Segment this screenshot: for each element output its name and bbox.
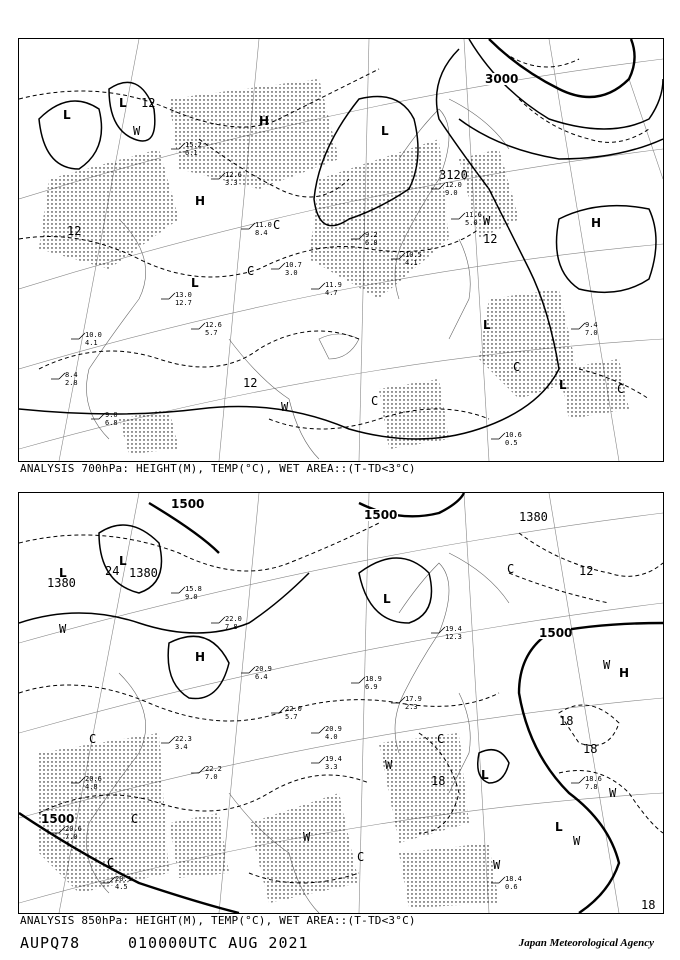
cold-symbol: C	[513, 360, 521, 374]
svg-text:22.3: 22.3	[175, 735, 192, 743]
svg-text:0.6: 0.6	[505, 883, 518, 891]
warm-symbol: W	[385, 758, 393, 772]
svg-text:4.7: 4.7	[325, 289, 338, 297]
cold-symbol: C	[507, 562, 515, 576]
height-label: 1380	[519, 510, 548, 524]
caption-700hpa: ANALYSIS 700hPa: HEIGHT(M), TEMP(°C), WET AREA::(T-TD<3°C)	[20, 462, 416, 475]
high-center: H	[259, 114, 270, 128]
svg-text:12.7: 12.7	[175, 299, 192, 307]
svg-text:3.3: 3.3	[225, 179, 238, 187]
warm-symbol: W	[609, 786, 617, 800]
svg-text:5.7: 5.7	[205, 329, 218, 337]
warm-symbol: W	[303, 830, 311, 844]
low-center: L	[483, 318, 491, 332]
svg-text:12.6: 12.6	[205, 321, 222, 329]
high-center: H	[619, 666, 630, 680]
svg-text:7.0: 7.0	[585, 329, 598, 337]
cold-symbol: C	[131, 812, 139, 826]
svg-text:5.7: 5.7	[285, 713, 298, 721]
svg-text:15.8: 15.8	[185, 585, 202, 593]
height-label: 18	[583, 742, 598, 756]
height-label: 3000	[485, 72, 519, 86]
warm-symbol: W	[603, 658, 611, 672]
svg-text:13.0: 13.0	[175, 291, 192, 299]
low-center: L	[59, 566, 67, 580]
svg-text:4.1: 4.1	[405, 259, 418, 267]
svg-text:11.6: 11.6	[465, 211, 482, 219]
svg-text:7.0: 7.0	[205, 773, 218, 781]
svg-text:7.8: 7.8	[585, 783, 598, 791]
svg-text:12.6: 12.6	[225, 171, 242, 179]
svg-text:20.6: 20.6	[85, 775, 102, 783]
low-center: L	[555, 820, 563, 834]
cold-symbol: C	[617, 382, 625, 396]
svg-text:3.3: 3.3	[325, 763, 338, 771]
svg-text:9.2: 9.2	[365, 231, 378, 239]
svg-text:18.4: 18.4	[505, 875, 522, 883]
caption-850hpa: ANALYSIS 850hPa: HEIGHT(M), TEMP(°C), WET AREA::(T-TD<3°C)	[20, 914, 416, 927]
svg-text:22.2: 22.2	[205, 765, 222, 773]
height-label: 1500	[171, 497, 205, 511]
low-center: L	[63, 108, 71, 122]
warm-symbol: W	[573, 834, 581, 848]
agency-name: Japan Meteorological Agency	[518, 937, 654, 949]
svg-text:9.0: 9.0	[185, 593, 198, 601]
high-center: H	[195, 650, 206, 664]
height-label: 24	[105, 564, 120, 578]
svg-text:4.1: 4.1	[85, 339, 98, 347]
chart-id: AUPQ78	[20, 934, 81, 952]
cold-symbol: C	[437, 732, 445, 746]
svg-text:6.8: 6.8	[365, 239, 378, 247]
low-center: L	[119, 554, 127, 568]
valid-time: 010000UTC AUG 2021	[128, 934, 309, 952]
svg-text:18.6: 18.6	[585, 775, 602, 783]
svg-text:15.2: 15.2	[185, 141, 202, 149]
svg-text:0.5: 0.5	[505, 439, 518, 447]
svg-text:18.9: 18.9	[365, 675, 382, 683]
svg-text:2.3: 2.3	[405, 703, 418, 711]
svg-text:4.5: 4.5	[115, 883, 128, 891]
warm-symbol: W	[59, 622, 67, 636]
svg-text:10.5: 10.5	[405, 251, 422, 259]
warm-symbol: W	[281, 400, 289, 414]
svg-text:9.0: 9.0	[105, 411, 118, 419]
svg-text:20.1: 20.1	[115, 875, 132, 883]
svg-text:10.6: 10.6	[505, 431, 522, 439]
svg-text:4.0: 4.0	[325, 733, 338, 741]
cold-symbol: C	[107, 856, 115, 870]
warm-symbol: W	[493, 858, 501, 872]
height-label: 1500	[364, 508, 398, 522]
map-850hpa	[19, 493, 663, 913]
svg-text:22.0: 22.0	[285, 705, 302, 713]
map-700hpa	[19, 39, 663, 461]
height-label: 12	[579, 564, 594, 578]
svg-text:22.0: 22.0	[225, 615, 242, 623]
warm-symbol: W	[483, 214, 491, 228]
svg-text:9.4: 9.4	[585, 321, 598, 329]
height-label: 12	[243, 376, 258, 390]
svg-text:11.9: 11.9	[325, 281, 342, 289]
warm-symbol: W	[133, 124, 141, 138]
svg-text:20.9: 20.9	[255, 665, 272, 673]
svg-text:10.0: 10.0	[85, 331, 102, 339]
svg-text:7.8: 7.8	[225, 623, 238, 631]
low-center: L	[481, 768, 489, 782]
height-label: 12	[483, 232, 498, 246]
height-label: 1500	[539, 626, 573, 640]
svg-text:19.4: 19.4	[325, 755, 342, 763]
map-panel-700hpa	[18, 38, 664, 462]
svg-text:3.4: 3.4	[175, 743, 188, 751]
svg-text:9.0: 9.0	[445, 189, 458, 197]
svg-text:6.4: 6.4	[255, 673, 268, 681]
svg-text:12.0: 12.0	[445, 181, 462, 189]
height-label: 1380	[129, 566, 158, 580]
svg-text:6.1: 6.1	[185, 149, 198, 157]
height-label: 18	[431, 774, 446, 788]
height-label: 3120	[439, 168, 468, 182]
low-center: L	[383, 592, 391, 606]
height-label: 1380	[47, 576, 76, 590]
svg-text:20.9: 20.9	[325, 725, 342, 733]
height-label: 12	[67, 224, 82, 238]
svg-text:6.9: 6.9	[365, 683, 378, 691]
svg-text:4.8: 4.8	[85, 783, 98, 791]
low-center: L	[119, 96, 127, 110]
cold-symbol: C	[89, 732, 97, 746]
height-label: 18	[641, 898, 656, 912]
low-center: L	[559, 378, 567, 392]
svg-text:3.0: 3.0	[285, 269, 298, 277]
svg-text:8.4: 8.4	[255, 229, 268, 237]
svg-text:2.8: 2.8	[65, 379, 78, 387]
svg-text:7.0: 7.0	[65, 833, 78, 841]
height-label: 12	[141, 96, 156, 110]
cold-symbol: C	[273, 218, 281, 232]
wet-areas	[39, 733, 499, 908]
low-center: L	[381, 124, 389, 138]
map-panel-850hpa	[18, 492, 664, 914]
svg-text:19.4: 19.4	[445, 625, 462, 633]
svg-text:8.4: 8.4	[65, 371, 78, 379]
cold-symbol: C	[371, 394, 379, 408]
svg-text:12.3: 12.3	[445, 633, 462, 641]
cold-symbol: C	[357, 850, 365, 864]
high-center: H	[591, 216, 602, 230]
svg-text:17.9: 17.9	[405, 695, 422, 703]
low-center: L	[191, 276, 199, 290]
high-center: H	[195, 194, 206, 208]
svg-text:6.8: 6.8	[105, 419, 118, 427]
svg-text:20.6: 20.6	[65, 825, 82, 833]
cold-symbol: C	[247, 264, 255, 278]
height-label: 18	[559, 714, 574, 728]
svg-text:5.0: 5.0	[465, 219, 478, 227]
height-label: 1500	[41, 812, 75, 826]
svg-text:11.0: 11.0	[255, 221, 272, 229]
svg-text:10.7: 10.7	[285, 261, 302, 269]
